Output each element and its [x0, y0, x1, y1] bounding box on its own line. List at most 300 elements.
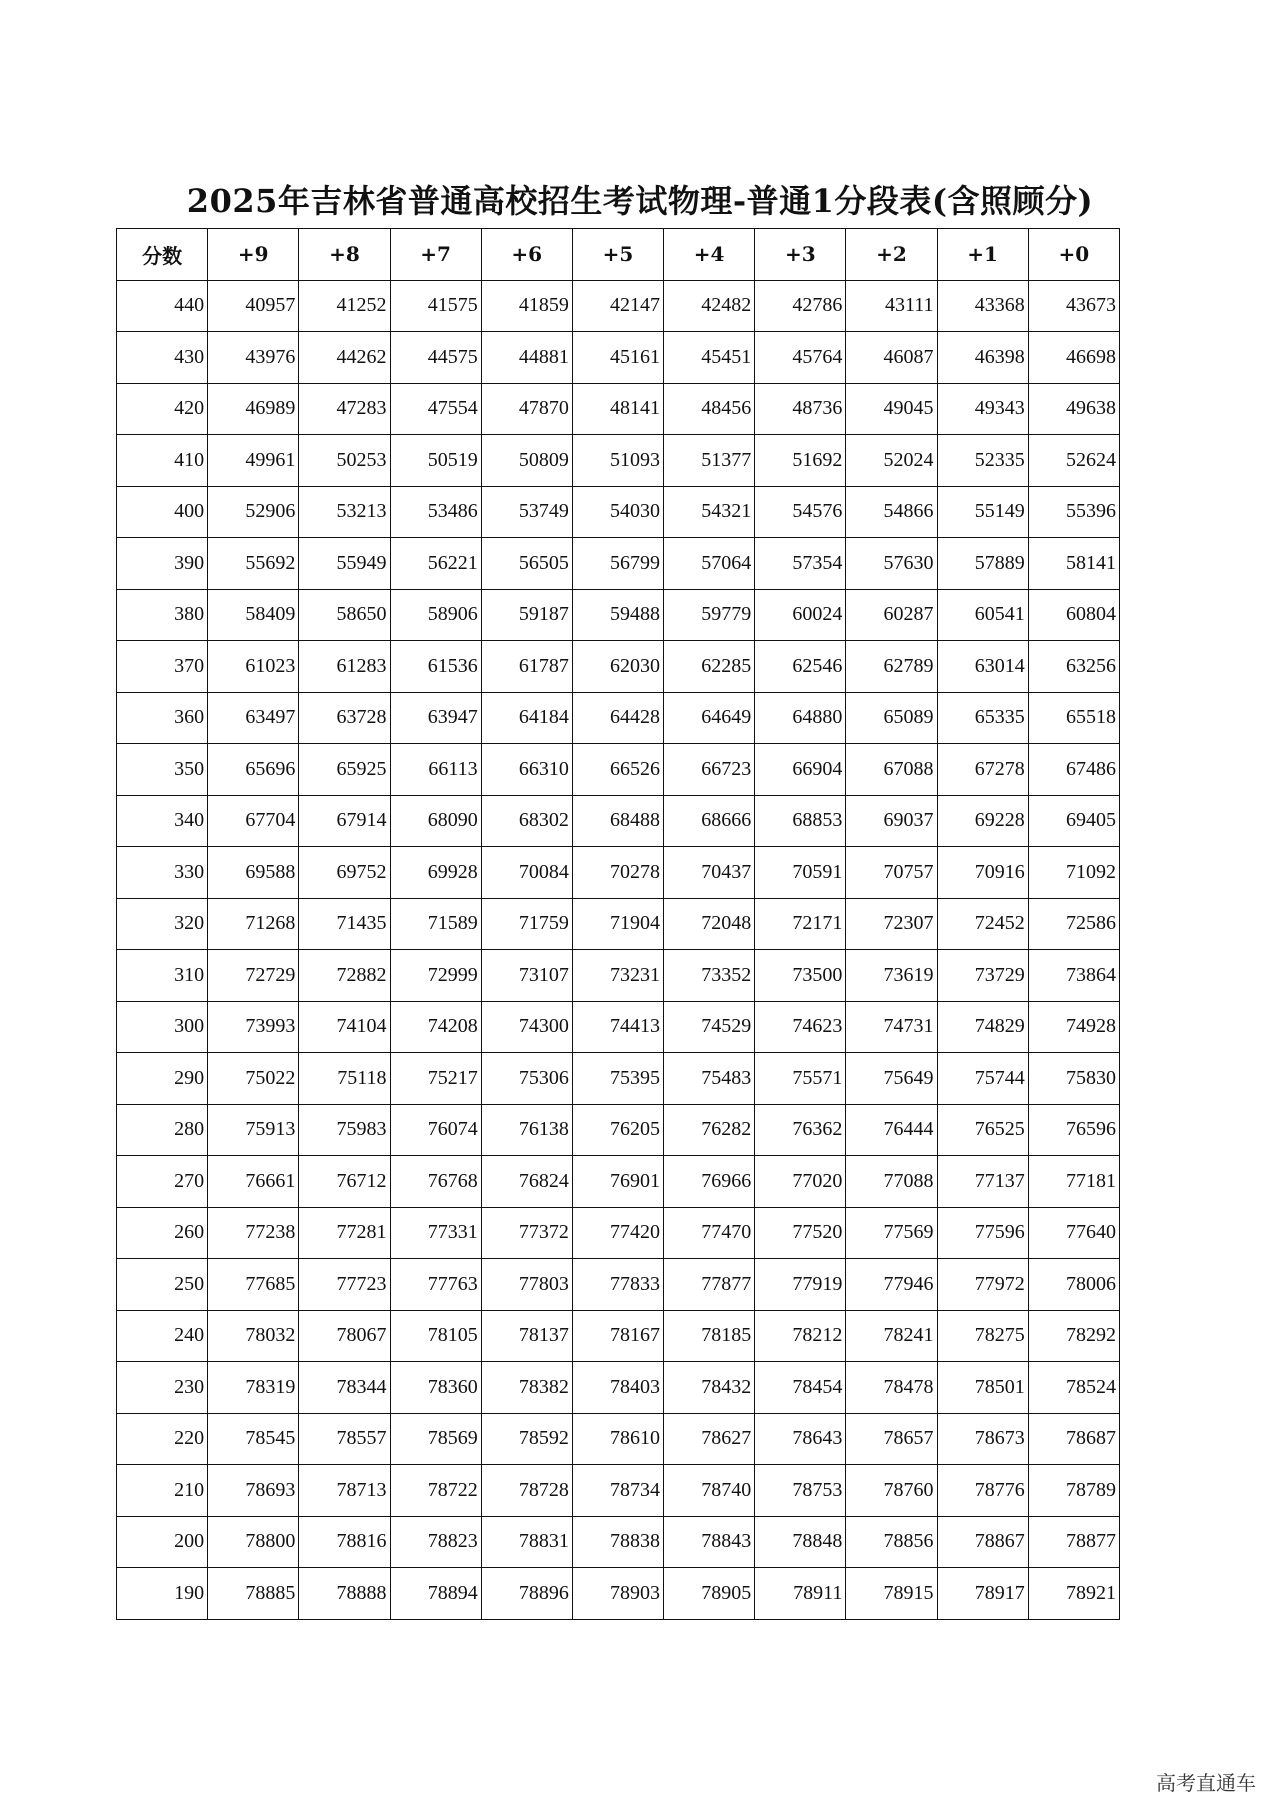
count-cell: 49961	[208, 435, 299, 487]
count-cell: 78776	[937, 1465, 1028, 1517]
count-cell: 76205	[572, 1104, 663, 1156]
score-cell: 350	[117, 744, 208, 796]
count-cell: 78687	[1028, 1413, 1119, 1465]
count-cell: 68488	[572, 795, 663, 847]
count-cell: 78657	[846, 1413, 937, 1465]
count-cell: 66113	[390, 744, 481, 796]
score-cell: 220	[117, 1413, 208, 1465]
count-cell: 78382	[481, 1362, 572, 1414]
column-header: +5	[572, 229, 663, 281]
count-cell: 60804	[1028, 589, 1119, 641]
count-cell: 59187	[481, 589, 572, 641]
count-cell: 63728	[299, 692, 390, 744]
count-cell: 45451	[664, 332, 755, 384]
count-cell: 70591	[755, 847, 846, 899]
count-cell: 51093	[572, 435, 663, 487]
count-cell: 68302	[481, 795, 572, 847]
count-cell: 78610	[572, 1413, 663, 1465]
score-cell: 320	[117, 898, 208, 950]
count-cell: 63014	[937, 641, 1028, 693]
count-cell: 65518	[1028, 692, 1119, 744]
column-header: +0	[1028, 229, 1119, 281]
count-cell: 75022	[208, 1053, 299, 1105]
count-cell: 53749	[481, 486, 572, 538]
score-cell: 310	[117, 950, 208, 1002]
column-header-score: 分数	[117, 229, 208, 281]
count-cell: 78816	[299, 1516, 390, 1568]
column-header: +3	[755, 229, 846, 281]
count-cell: 49343	[937, 383, 1028, 435]
count-cell: 69037	[846, 795, 937, 847]
count-cell: 78888	[299, 1568, 390, 1620]
count-cell: 76966	[664, 1156, 755, 1208]
count-cell: 70916	[937, 847, 1028, 899]
count-cell: 77137	[937, 1156, 1028, 1208]
table-row	[117, 435, 1120, 487]
count-cell: 78241	[846, 1310, 937, 1362]
count-cell: 77331	[390, 1207, 481, 1259]
score-table	[116, 228, 1120, 1620]
column-header: +9	[208, 229, 299, 281]
count-cell: 52335	[937, 435, 1028, 487]
table-body	[117, 280, 1120, 1619]
column-header: +6	[481, 229, 572, 281]
count-cell: 77088	[846, 1156, 937, 1208]
table-row	[117, 847, 1120, 899]
table-row	[117, 1156, 1120, 1208]
count-cell: 69928	[390, 847, 481, 899]
count-cell: 57889	[937, 538, 1028, 590]
count-cell: 78856	[846, 1516, 937, 1568]
score-cell: 370	[117, 641, 208, 693]
table-row	[117, 280, 1120, 332]
table-row	[117, 486, 1120, 538]
count-cell: 61283	[299, 641, 390, 693]
count-cell: 77596	[937, 1207, 1028, 1259]
count-cell: 75913	[208, 1104, 299, 1156]
count-cell: 73864	[1028, 950, 1119, 1002]
score-cell: 380	[117, 589, 208, 641]
count-cell: 72729	[208, 950, 299, 1002]
count-cell: 45764	[755, 332, 846, 384]
count-cell: 73231	[572, 950, 663, 1002]
table-row	[117, 1001, 1120, 1053]
count-cell: 67704	[208, 795, 299, 847]
count-cell: 75744	[937, 1053, 1028, 1105]
table-row	[117, 1413, 1120, 1465]
count-cell: 78911	[755, 1568, 846, 1620]
count-cell: 64880	[755, 692, 846, 744]
count-cell: 77723	[299, 1259, 390, 1311]
count-cell: 77946	[846, 1259, 937, 1311]
score-cell: 430	[117, 332, 208, 384]
table-row	[117, 1465, 1120, 1517]
count-cell: 75830	[1028, 1053, 1119, 1105]
count-cell: 71268	[208, 898, 299, 950]
count-cell: 72048	[664, 898, 755, 950]
count-cell: 67486	[1028, 744, 1119, 796]
count-cell: 71092	[1028, 847, 1119, 899]
count-cell: 67278	[937, 744, 1028, 796]
count-cell: 76768	[390, 1156, 481, 1208]
count-cell: 74300	[481, 1001, 572, 1053]
count-cell: 43368	[937, 280, 1028, 332]
table-row	[117, 795, 1120, 847]
count-cell: 78728	[481, 1465, 572, 1517]
count-cell: 78627	[664, 1413, 755, 1465]
count-cell: 40957	[208, 280, 299, 332]
count-cell: 56221	[390, 538, 481, 590]
count-cell: 53213	[299, 486, 390, 538]
table-row	[117, 538, 1120, 590]
count-cell: 78903	[572, 1568, 663, 1620]
count-cell: 65696	[208, 744, 299, 796]
count-cell: 77877	[664, 1259, 755, 1311]
count-cell: 78734	[572, 1465, 663, 1517]
count-cell: 77972	[937, 1259, 1028, 1311]
count-cell: 77763	[390, 1259, 481, 1311]
count-cell: 78800	[208, 1516, 299, 1568]
score-cell: 280	[117, 1104, 208, 1156]
count-cell: 55396	[1028, 486, 1119, 538]
table-row	[117, 1516, 1120, 1568]
count-cell: 54030	[572, 486, 663, 538]
count-cell: 76824	[481, 1156, 572, 1208]
score-cell: 360	[117, 692, 208, 744]
count-cell: 66723	[664, 744, 755, 796]
count-cell: 77420	[572, 1207, 663, 1259]
count-cell: 77685	[208, 1259, 299, 1311]
count-cell: 63497	[208, 692, 299, 744]
table-row	[117, 1104, 1120, 1156]
column-header: +7	[390, 229, 481, 281]
count-cell: 78905	[664, 1568, 755, 1620]
column-header: +4	[664, 229, 755, 281]
count-cell: 62030	[572, 641, 663, 693]
count-cell: 48456	[664, 383, 755, 435]
count-cell: 78848	[755, 1516, 846, 1568]
count-cell: 61787	[481, 641, 572, 693]
count-cell: 66526	[572, 744, 663, 796]
count-cell: 45161	[572, 332, 663, 384]
count-cell: 44262	[299, 332, 390, 384]
count-cell: 78894	[390, 1568, 481, 1620]
score-cell: 290	[117, 1053, 208, 1105]
count-cell: 54321	[664, 486, 755, 538]
score-cell: 410	[117, 435, 208, 487]
score-cell: 270	[117, 1156, 208, 1208]
count-cell: 65925	[299, 744, 390, 796]
count-cell: 77470	[664, 1207, 755, 1259]
count-cell: 78360	[390, 1362, 481, 1414]
count-cell: 46989	[208, 383, 299, 435]
count-cell: 73107	[481, 950, 572, 1002]
count-cell: 76901	[572, 1156, 663, 1208]
count-cell: 78789	[1028, 1465, 1119, 1517]
count-cell: 55949	[299, 538, 390, 590]
count-cell: 73500	[755, 950, 846, 1002]
count-cell: 78137	[481, 1310, 572, 1362]
count-cell: 60541	[937, 589, 1028, 641]
count-cell: 70084	[481, 847, 572, 899]
count-cell: 70278	[572, 847, 663, 899]
count-cell: 77020	[755, 1156, 846, 1208]
count-cell: 76282	[664, 1104, 755, 1156]
count-cell: 75483	[664, 1053, 755, 1105]
count-cell: 69752	[299, 847, 390, 899]
count-cell: 51692	[755, 435, 846, 487]
count-cell: 48141	[572, 383, 663, 435]
count-cell: 53486	[390, 486, 481, 538]
count-cell: 75395	[572, 1053, 663, 1105]
count-cell: 76661	[208, 1156, 299, 1208]
count-cell: 77803	[481, 1259, 572, 1311]
count-cell: 60287	[846, 589, 937, 641]
count-cell: 70437	[664, 847, 755, 899]
count-cell: 64649	[664, 692, 755, 744]
column-header: +2	[846, 229, 937, 281]
table-row	[117, 1568, 1120, 1620]
count-cell: 43976	[208, 332, 299, 384]
column-header: +8	[299, 229, 390, 281]
count-cell: 78823	[390, 1516, 481, 1568]
count-cell: 77569	[846, 1207, 937, 1259]
count-cell: 78006	[1028, 1259, 1119, 1311]
table-row	[117, 589, 1120, 641]
count-cell: 61023	[208, 641, 299, 693]
count-cell: 50809	[481, 435, 572, 487]
count-cell: 42786	[755, 280, 846, 332]
table-row	[117, 1362, 1120, 1414]
count-cell: 42147	[572, 280, 663, 332]
count-cell: 78569	[390, 1413, 481, 1465]
watermark: 高考直通车	[1156, 1771, 1256, 1795]
count-cell: 78760	[846, 1465, 937, 1517]
count-cell: 78557	[299, 1413, 390, 1465]
count-cell: 64428	[572, 692, 663, 744]
count-cell: 65335	[937, 692, 1028, 744]
count-cell: 78722	[390, 1465, 481, 1517]
table-row	[117, 692, 1120, 744]
count-cell: 71759	[481, 898, 572, 950]
count-cell: 63256	[1028, 641, 1119, 693]
count-cell: 76596	[1028, 1104, 1119, 1156]
count-cell: 67088	[846, 744, 937, 796]
table-row	[117, 383, 1120, 435]
count-cell: 70757	[846, 847, 937, 899]
count-cell: 78843	[664, 1516, 755, 1568]
count-cell: 58141	[1028, 538, 1119, 590]
count-cell: 71435	[299, 898, 390, 950]
count-cell: 57354	[755, 538, 846, 590]
score-cell: 390	[117, 538, 208, 590]
count-cell: 78524	[1028, 1362, 1119, 1414]
count-cell: 69588	[208, 847, 299, 899]
count-cell: 49638	[1028, 383, 1119, 435]
count-cell: 78067	[299, 1310, 390, 1362]
count-cell: 47870	[481, 383, 572, 435]
count-cell: 78454	[755, 1362, 846, 1414]
count-cell: 50519	[390, 435, 481, 487]
count-cell: 46398	[937, 332, 1028, 384]
count-cell: 78344	[299, 1362, 390, 1414]
count-cell: 78032	[208, 1310, 299, 1362]
score-cell: 420	[117, 383, 208, 435]
count-cell: 78212	[755, 1310, 846, 1362]
count-cell: 76138	[481, 1104, 572, 1156]
table-row	[117, 641, 1120, 693]
table-row	[117, 1310, 1120, 1362]
count-cell: 76525	[937, 1104, 1028, 1156]
count-cell: 62789	[846, 641, 937, 693]
count-cell: 54576	[755, 486, 846, 538]
count-cell: 64184	[481, 692, 572, 744]
count-cell: 78740	[664, 1465, 755, 1517]
count-cell: 47283	[299, 383, 390, 435]
count-cell: 44881	[481, 332, 572, 384]
count-cell: 78545	[208, 1413, 299, 1465]
count-cell: 48736	[755, 383, 846, 435]
count-cell: 66310	[481, 744, 572, 796]
count-cell: 78501	[937, 1362, 1028, 1414]
count-cell: 49045	[846, 383, 937, 435]
column-header: +1	[937, 229, 1028, 281]
table-row	[117, 1207, 1120, 1259]
count-cell: 78915	[846, 1568, 937, 1620]
count-cell: 78921	[1028, 1568, 1119, 1620]
count-cell: 74829	[937, 1001, 1028, 1053]
count-cell: 73352	[664, 950, 755, 1002]
count-cell: 78885	[208, 1568, 299, 1620]
count-cell: 78403	[572, 1362, 663, 1414]
count-cell: 75571	[755, 1053, 846, 1105]
score-cell: 190	[117, 1568, 208, 1620]
count-cell: 71589	[390, 898, 481, 950]
count-cell: 74731	[846, 1001, 937, 1053]
count-cell: 66904	[755, 744, 846, 796]
count-cell: 78831	[481, 1516, 572, 1568]
count-cell: 78319	[208, 1362, 299, 1414]
count-cell: 41859	[481, 280, 572, 332]
count-cell: 41575	[390, 280, 481, 332]
score-cell: 250	[117, 1259, 208, 1311]
count-cell: 54866	[846, 486, 937, 538]
count-cell: 72999	[390, 950, 481, 1002]
count-cell: 59488	[572, 589, 663, 641]
count-cell: 74623	[755, 1001, 846, 1053]
count-cell: 72452	[937, 898, 1028, 950]
count-cell: 75649	[846, 1053, 937, 1105]
score-cell: 240	[117, 1310, 208, 1362]
count-cell: 78753	[755, 1465, 846, 1517]
score-cell: 210	[117, 1465, 208, 1517]
count-cell: 74208	[390, 1001, 481, 1053]
count-cell: 62546	[755, 641, 846, 693]
count-cell: 75118	[299, 1053, 390, 1105]
count-cell: 68666	[664, 795, 755, 847]
count-cell: 77833	[572, 1259, 663, 1311]
count-cell: 77181	[1028, 1156, 1119, 1208]
count-cell: 76444	[846, 1104, 937, 1156]
count-cell: 52624	[1028, 435, 1119, 487]
count-cell: 78693	[208, 1465, 299, 1517]
score-cell: 200	[117, 1516, 208, 1568]
count-cell: 78432	[664, 1362, 755, 1414]
score-cell: 340	[117, 795, 208, 847]
count-cell: 77281	[299, 1207, 390, 1259]
count-cell: 72307	[846, 898, 937, 950]
count-cell: 73993	[208, 1001, 299, 1053]
count-cell: 58409	[208, 589, 299, 641]
count-cell: 46698	[1028, 332, 1119, 384]
count-cell: 47554	[390, 383, 481, 435]
count-cell: 75306	[481, 1053, 572, 1105]
count-cell: 46087	[846, 332, 937, 384]
count-cell: 56799	[572, 538, 663, 590]
count-cell: 76074	[390, 1104, 481, 1156]
count-cell: 57064	[664, 538, 755, 590]
count-cell: 63947	[390, 692, 481, 744]
count-cell: 42482	[664, 280, 755, 332]
count-cell: 44575	[390, 332, 481, 384]
count-cell: 78838	[572, 1516, 663, 1568]
count-cell: 73619	[846, 950, 937, 1002]
count-cell: 74413	[572, 1001, 663, 1053]
count-cell: 68090	[390, 795, 481, 847]
count-cell: 77520	[755, 1207, 846, 1259]
count-cell: 75217	[390, 1053, 481, 1105]
table-row	[117, 1259, 1120, 1311]
count-cell: 78478	[846, 1362, 937, 1414]
page-title: 2025年吉林省普通高校招生考试物理-普通1分段表(含照顾分)	[186, 182, 1094, 220]
count-cell: 78867	[937, 1516, 1028, 1568]
count-cell: 57630	[846, 538, 937, 590]
count-cell: 69228	[937, 795, 1028, 847]
count-cell: 50253	[299, 435, 390, 487]
count-cell: 78185	[664, 1310, 755, 1362]
count-cell: 77238	[208, 1207, 299, 1259]
count-cell: 78167	[572, 1310, 663, 1362]
count-cell: 56505	[481, 538, 572, 590]
count-cell: 52024	[846, 435, 937, 487]
count-cell: 77919	[755, 1259, 846, 1311]
score-cell: 260	[117, 1207, 208, 1259]
count-cell: 43111	[846, 280, 937, 332]
count-cell: 76362	[755, 1104, 846, 1156]
table-row	[117, 950, 1120, 1002]
count-cell: 78275	[937, 1310, 1028, 1362]
count-cell: 77640	[1028, 1207, 1119, 1259]
count-cell: 41252	[299, 280, 390, 332]
score-cell: 400	[117, 486, 208, 538]
count-cell: 58650	[299, 589, 390, 641]
count-cell: 52906	[208, 486, 299, 538]
score-cell: 300	[117, 1001, 208, 1053]
count-cell: 74104	[299, 1001, 390, 1053]
count-cell: 62285	[664, 641, 755, 693]
count-cell: 78292	[1028, 1310, 1119, 1362]
table-row	[117, 898, 1120, 950]
count-cell: 75983	[299, 1104, 390, 1156]
count-cell: 78592	[481, 1413, 572, 1465]
count-cell: 72586	[1028, 898, 1119, 950]
count-cell: 60024	[755, 589, 846, 641]
count-cell: 72882	[299, 950, 390, 1002]
count-cell: 55692	[208, 538, 299, 590]
count-cell: 58906	[390, 589, 481, 641]
table-row	[117, 1053, 1120, 1105]
table-row	[117, 744, 1120, 796]
